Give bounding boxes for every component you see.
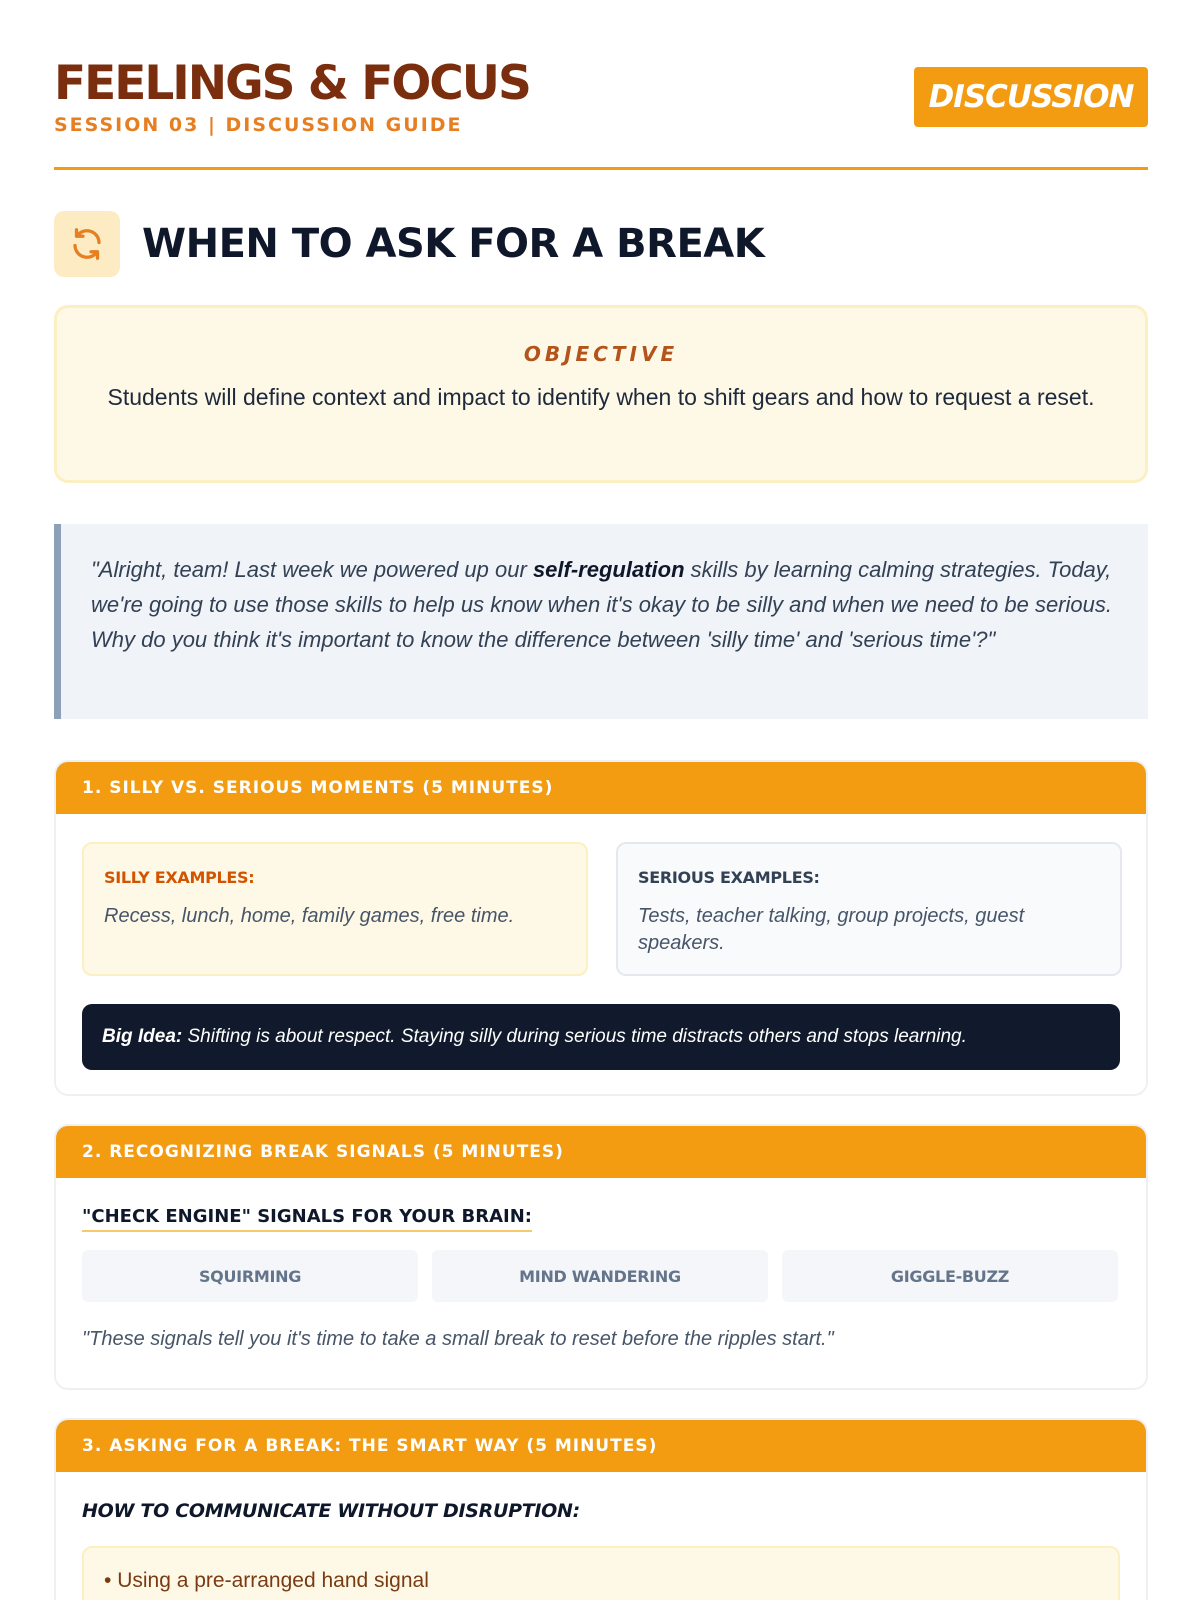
lesson-title: WHEN TO ASK FOR A BREAK	[142, 221, 765, 267]
intro-quote	[54, 524, 1148, 719]
quote-emphasis: self-regulation	[532, 557, 685, 582]
section-silly-vs-serious	[54, 760, 1148, 1096]
objective-label: OBJECTIVE	[523, 342, 679, 366]
signal-chip	[432, 1250, 768, 1302]
communication-list	[82, 1546, 1120, 1600]
session-subtitle: SESSION 03 | DISCUSSION GUIDE	[54, 114, 463, 136]
list-item: • Using a pre-arranged hand signal	[104, 1569, 429, 1592]
discussion-badge-label: DISCUSSION	[928, 79, 1134, 115]
signal-label: SQUIRMING	[198, 1266, 302, 1286]
signals-note: "These signals tell you it's time to take a small break to reset before the ripples start."	[82, 1328, 834, 1350]
section-heading: 2. RECOGNIZING BREAK SIGNALS (5 MINUTES)	[82, 1142, 564, 1162]
serious-examples-box	[616, 842, 1122, 976]
brand-title: FEELINGS & FOCUS	[54, 56, 530, 111]
serious-examples-label: SERIOUS EXAMPLES:	[638, 868, 820, 887]
section-header	[56, 1420, 1146, 1472]
section-heading: 1. SILLY VS. SERIOUS MOMENTS (5 MINUTES)	[82, 778, 554, 798]
objective-text: Students will define context and impact to identify when to shift gears and how to request a reset.	[107, 384, 1095, 410]
signal-label: GIGGLE-BUZZ	[890, 1266, 1010, 1286]
silly-examples-box	[82, 842, 588, 976]
signal-chip	[82, 1250, 418, 1302]
list-item-text: Using a pre-arranged hand signal	[117, 1569, 429, 1592]
signal-chip	[782, 1250, 1118, 1302]
big-idea-text	[102, 1026, 967, 1048]
section-break-signals	[54, 1124, 1148, 1390]
silly-examples-text: Recess, lunch, home, family games, free time.	[104, 905, 515, 927]
communication-subheading: HOW TO COMMUNICATE WITHOUT DISRUPTION:	[82, 1500, 580, 1522]
big-idea-label: Big Idea:	[102, 1026, 183, 1047]
section-header	[56, 762, 1146, 814]
quote-before: "Alright, team! Last week we powered up our	[91, 557, 533, 582]
discussion-guide-page	[54, 0, 1148, 1592]
big-idea-callout	[82, 1004, 1120, 1070]
silly-examples-label: SILLY EXAMPLES:	[104, 868, 255, 887]
signals-subheading: "CHECK ENGINE" SIGNALS FOR YOUR BRAIN:	[82, 1206, 532, 1232]
page-header	[54, 0, 1148, 170]
intro-quote-text	[91, 552, 1122, 657]
discussion-badge	[914, 67, 1148, 127]
signal-label: MIND WANDERING	[519, 1266, 681, 1286]
quote-after: skills by learning calming strategies. Today, we're going to use those skills to help us know when it's okay to be silly and when we need to be serious. Why do you think it's important to know the difference between 'silly time' and 'serious time'?"	[91, 557, 1112, 652]
lesson-title-row	[54, 211, 764, 277]
refresh-icon	[54, 211, 120, 277]
section-asking-for-break	[54, 1418, 1148, 1600]
big-idea-body: Shifting is about respect. Staying silly during serious time distracts others and stops learning.	[182, 1026, 967, 1047]
objective-box	[54, 305, 1148, 483]
serious-examples-text: Tests, teacher talking, group projects, guest speakers.	[638, 905, 1025, 954]
section-heading: 3. ASKING FOR A BREAK: THE SMART WAY (5 MINUTES)	[82, 1436, 658, 1456]
section-header	[56, 1126, 1146, 1178]
